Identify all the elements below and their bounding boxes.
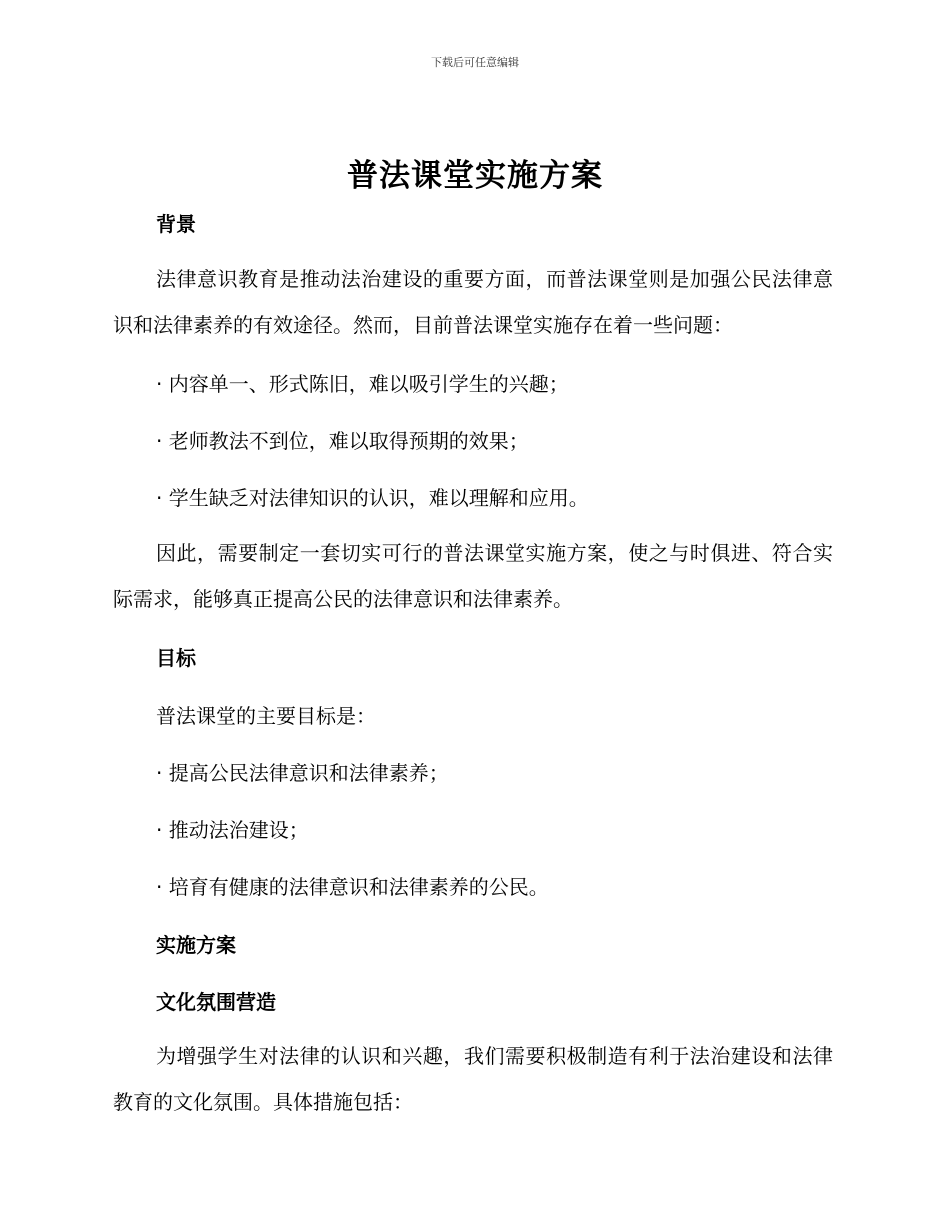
bullet-item: · 提高公民法律意识和法律素养； (156, 761, 449, 785)
heading-background: 背景 (156, 212, 196, 236)
bullet-item: · 推动法治建设； (156, 818, 309, 842)
heading-plan: 实施方案 (156, 933, 236, 957)
header-note: 下载后可任意编辑 (431, 56, 519, 69)
document-title: 普法课堂实施方案 (347, 158, 603, 194)
heading-goals: 目标 (156, 646, 196, 670)
bullet-item: · 老师教法不到位，难以取得预期的效果； (156, 429, 529, 453)
bullet-item: · 学生缺乏对法律知识的认识，难以理解和应用。 (156, 486, 589, 510)
subheading-culture: 文化氛围营造 (156, 990, 276, 1014)
bullet-item: · 培育有健康的法律意识和法律素养的公民。 (156, 875, 549, 899)
paragraph-background-conclusion: 因此，需要制定一套切实可行的普法课堂实施方案，使之与时俱进、符合实际需求，能够真正提高公民的法律意识和法律素养。 (113, 541, 833, 611)
bullet-item: · 内容单一、形式陈旧，难以吸引学生的兴趣； (156, 372, 569, 396)
paragraph-goals-intro: 普法课堂的主要目标是： (156, 704, 376, 728)
paragraph-background-intro: 法律意识教育是推动法治建设的重要方面，而普法课堂则是加强公民法律意识和法律素养的有效途径。然而，目前普法课堂实施存在着一些问题： (113, 267, 833, 337)
paragraph-culture: 为增强学生对法律的认识和兴趣，我们需要积极制造有利于法治建设和法律教育的文化氛围。具体措施包括： (113, 1044, 833, 1114)
